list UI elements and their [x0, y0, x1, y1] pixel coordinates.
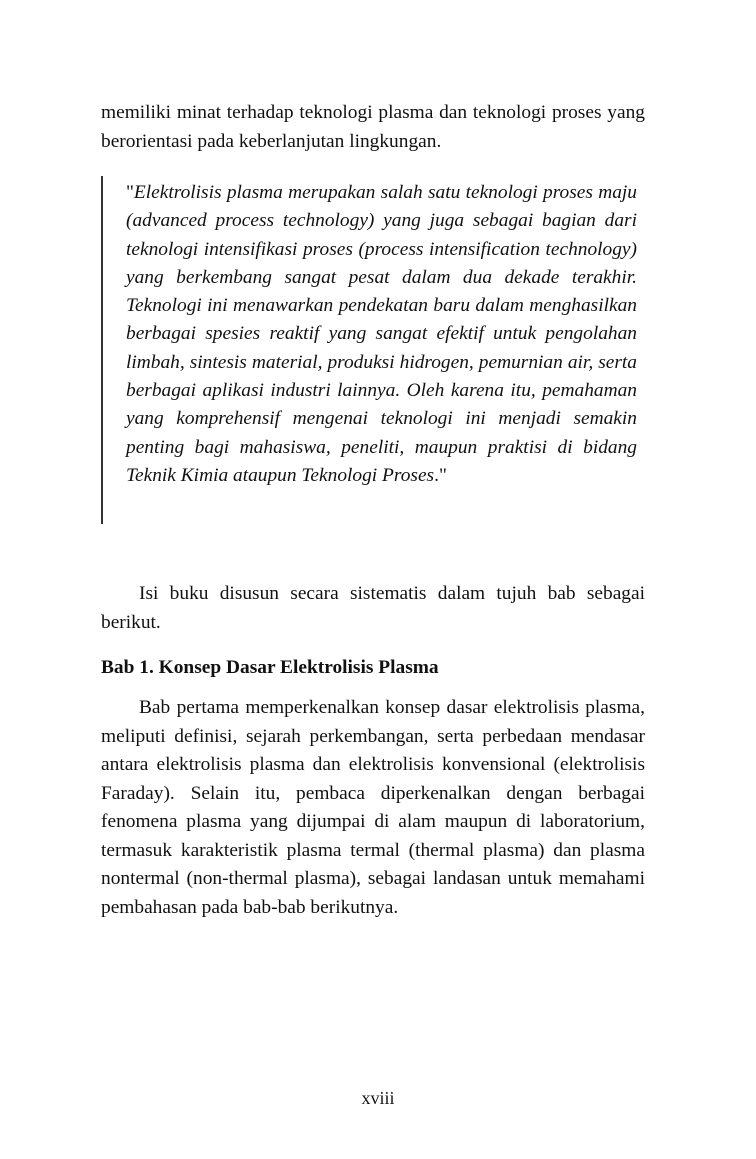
- section-paragraph: Bab pertama memperkenalkan konsep dasar elektrolisis plasma, meliputi definisi, sejarah perkembangan, serta perbedaan mendasar antara elektrolisis plasma dan elektrolisis konvensional (elektrolisis Faraday). Selain itu, pembaca diperkenalkan dengan berbagai fenomena plasma yang dijumpai di alam maupun di laboratorium, termasuk karakteristik plasma termal (thermal plasma) dan plasma nontermal (non-thermal plasma), sebagai landasan untuk memahami pembahasan pada bab-bab berikutnya.: [101, 697, 645, 918]
- quote-close-mark: .": [434, 464, 447, 486]
- intro-paragraph: memiliki minat terhadap teknologi plasma dan teknologi proses yang berorientasi pada keberlanjutan lingkungan.: [101, 102, 645, 152]
- chapters-intro-paragraph: Isi buku disusun secara sistematis dalam tujuh bab sebagai berikut.: [101, 583, 645, 633]
- quote-open-mark: ": [126, 182, 134, 203]
- block-quote: [101, 176, 645, 524]
- quote-text: [126, 179, 637, 490]
- quote-body: Elektrolisis plasma merupakan salah satu teknologi proses maju (advanced process technology) yang juga sebagai bagian dari teknologi intensifikasi proses (process intensification technology) yang berkembang sangat pesat dalam dua dekade terakhir. Teknologi ini menawarkan pendekatan baru dalam menghasilkan berbagai spesies reaktif yang sangat efektif untuk pengolahan limbah, sintesis material, produksi hidrogen, pemurnian air, serta berbagai aplikasi industri lainnya. Oleh karena itu, pemahaman yang komprehensif mengenai teknologi ini menjadi semakin penting bagi mahasiswa, peneliti, maupun praktisi di bidang Teknik Kimia ataupun Teknologi Proses: [126, 182, 637, 486]
- section-heading: Bab 1. Konsep Dasar Elektrolisis Plasma: [101, 657, 439, 678]
- page-number: xviii: [361, 1088, 395, 1108]
